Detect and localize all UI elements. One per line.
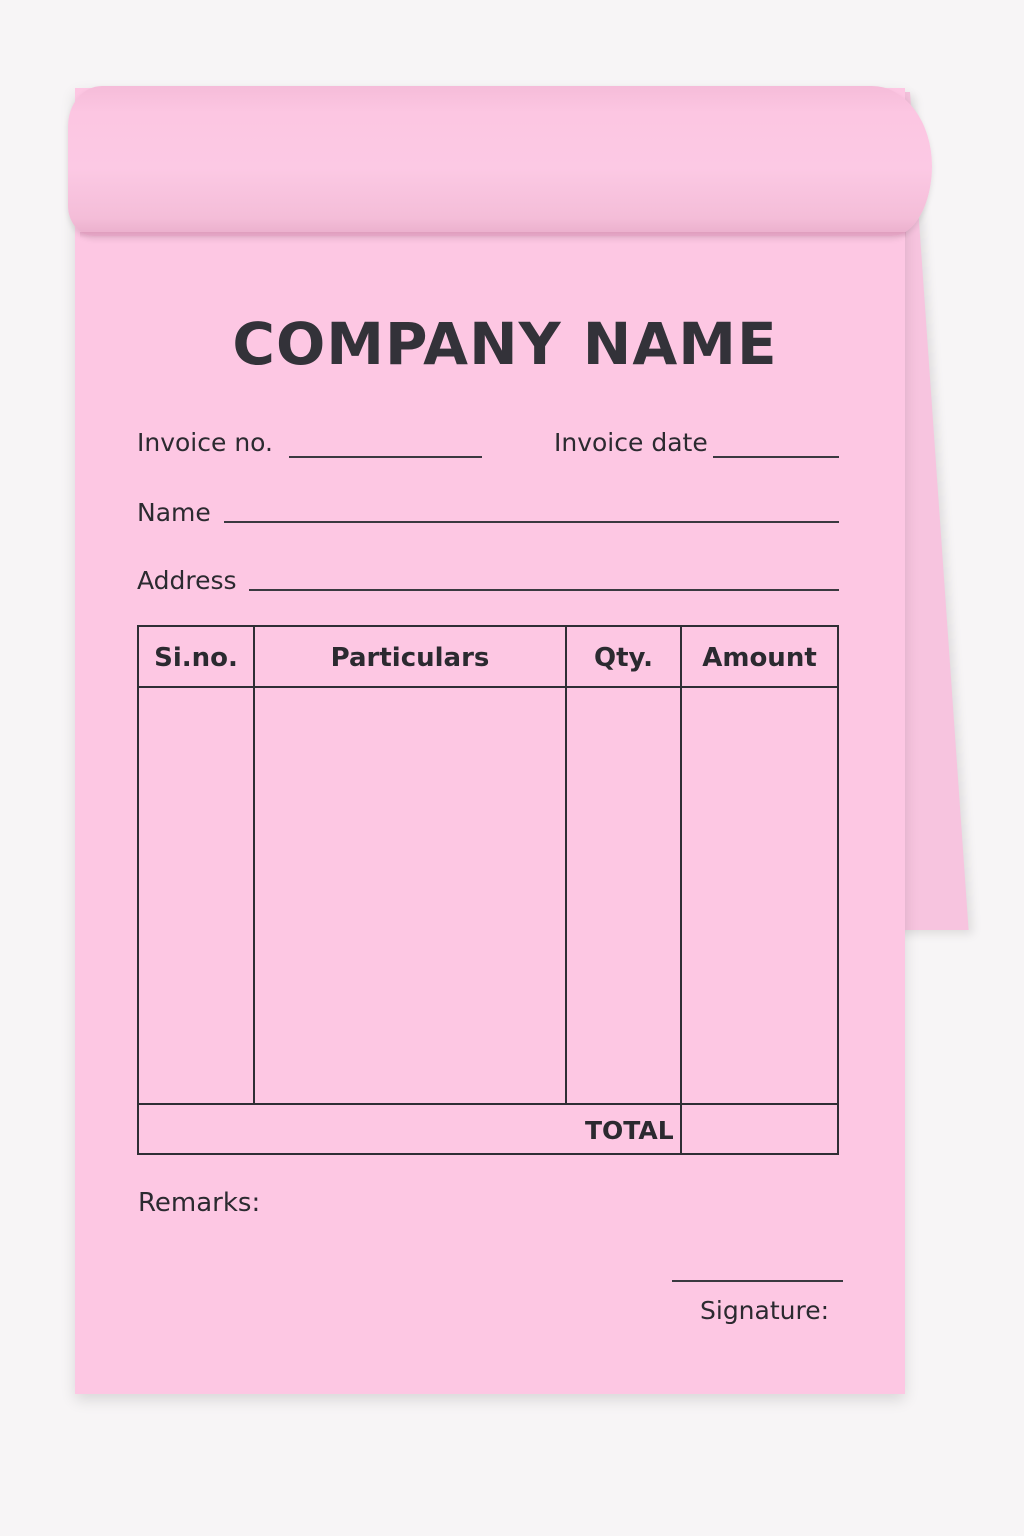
header-qty: Qty. bbox=[594, 643, 653, 673]
body-cell-si-no[interactable] bbox=[139, 688, 253, 1103]
header-amount: Amount bbox=[702, 643, 817, 673]
invoice-date-label: Invoice date bbox=[554, 428, 708, 457]
remarks-area[interactable] bbox=[137, 1220, 657, 1310]
name-label: Name bbox=[137, 498, 211, 527]
invoice-date-field[interactable] bbox=[713, 456, 839, 458]
name-field[interactable] bbox=[224, 521, 839, 523]
total-label: TOTAL bbox=[585, 1116, 674, 1145]
items-table bbox=[137, 625, 839, 1155]
total-amount-cell[interactable] bbox=[682, 1105, 837, 1153]
address-label: Address bbox=[137, 566, 237, 595]
invoice-no-field[interactable] bbox=[289, 456, 482, 458]
body-cell-amount[interactable] bbox=[682, 688, 837, 1103]
pad-binding bbox=[68, 86, 932, 236]
header-particulars: Particulars bbox=[330, 643, 490, 673]
remarks-label: Remarks: bbox=[138, 1188, 261, 1218]
company-name-title: COMPANY NAME bbox=[232, 310, 778, 378]
body-cell-qty[interactable] bbox=[567, 688, 680, 1103]
invoice-no-label: Invoice no. bbox=[137, 428, 273, 457]
binding-fold-shadow bbox=[80, 232, 906, 238]
address-field[interactable] bbox=[249, 589, 839, 591]
signature-label: Signature: bbox=[700, 1296, 830, 1325]
signature-line[interactable] bbox=[672, 1280, 843, 1282]
body-cell-particulars[interactable] bbox=[255, 688, 565, 1103]
header-si-no: Si.no. bbox=[154, 643, 238, 673]
